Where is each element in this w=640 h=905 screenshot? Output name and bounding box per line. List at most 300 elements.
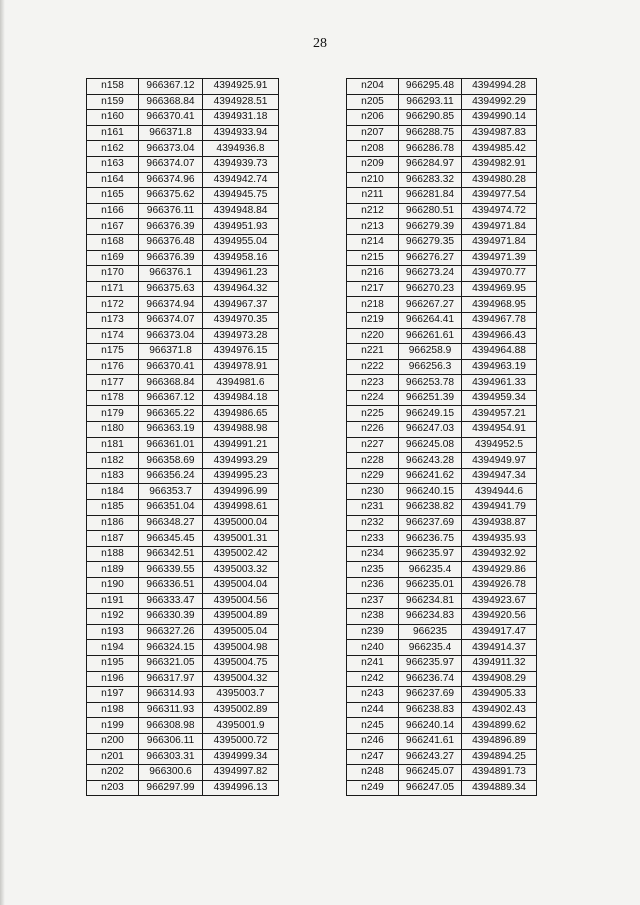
table-row (347, 390, 537, 406)
y-coordinate-cell: 4394896.89 (462, 733, 537, 749)
table-row (347, 671, 537, 687)
x-coordinate-cell: 966363.19 (139, 422, 203, 438)
table-row (347, 733, 537, 749)
y-coordinate-cell: 4395005.04 (203, 624, 279, 640)
x-coordinate-cell: 966371.8 (139, 125, 203, 141)
y-coordinate-cell: 4394889.34 (462, 780, 537, 796)
y-coordinate-cell: 4395000.04 (203, 515, 279, 531)
point-id-cell: n220 (347, 328, 399, 344)
table-row (87, 188, 279, 204)
point-id-cell: n236 (347, 578, 399, 594)
point-id-cell: n235 (347, 562, 399, 578)
table-row (347, 359, 537, 375)
table-row (87, 655, 279, 671)
y-coordinate-cell: 4394963.19 (462, 359, 537, 375)
table-row (87, 297, 279, 313)
table-row (87, 390, 279, 406)
x-coordinate-cell: 966279.35 (399, 234, 462, 250)
table-row (347, 344, 537, 360)
table-row (87, 328, 279, 344)
table-row (87, 172, 279, 188)
point-id-cell: n217 (347, 281, 399, 297)
point-id-cell: n180 (87, 422, 139, 438)
table-row (87, 546, 279, 562)
x-coordinate-cell: 966251.39 (399, 390, 462, 406)
table-row (87, 359, 279, 375)
point-id-cell: n211 (347, 188, 399, 204)
point-id-cell: n240 (347, 640, 399, 656)
table-row (87, 702, 279, 718)
table-row (87, 437, 279, 453)
point-id-cell: n200 (87, 733, 139, 749)
table-row (87, 312, 279, 328)
y-coordinate-cell: 4394980.28 (462, 172, 537, 188)
table-row (347, 749, 537, 765)
y-coordinate-cell: 4394891.73 (462, 765, 537, 781)
x-coordinate-cell: 966317.97 (139, 671, 203, 687)
table-row (347, 406, 537, 422)
x-coordinate-cell: 966245.07 (399, 765, 462, 781)
table-row (87, 344, 279, 360)
point-id-cell: n216 (347, 266, 399, 282)
y-coordinate-cell: 4394949.97 (462, 453, 537, 469)
point-id-cell: n209 (347, 156, 399, 172)
y-coordinate-cell: 4394925.91 (203, 79, 279, 95)
x-coordinate-cell: 966234.81 (399, 593, 462, 609)
point-id-cell: n201 (87, 749, 139, 765)
x-coordinate-cell: 966376.48 (139, 234, 203, 250)
y-coordinate-cell: 4394914.37 (462, 640, 537, 656)
table-row (87, 94, 279, 110)
point-id-cell: n210 (347, 172, 399, 188)
x-coordinate-cell: 966253.78 (399, 375, 462, 391)
point-id-cell: n173 (87, 312, 139, 328)
page-number: 28 (313, 36, 327, 51)
x-coordinate-cell: 966234.83 (399, 609, 462, 625)
y-coordinate-cell: 4395004.32 (203, 671, 279, 687)
y-coordinate-cell: 4394905.33 (462, 687, 537, 703)
point-id-cell: n187 (87, 531, 139, 547)
point-id-cell: n207 (347, 125, 399, 141)
y-coordinate-cell: 4394977.54 (462, 188, 537, 204)
x-coordinate-cell: 966279.39 (399, 219, 462, 235)
y-coordinate-cell: 4394948.84 (203, 203, 279, 219)
y-coordinate-cell: 4394923.67 (462, 593, 537, 609)
table-row (87, 110, 279, 126)
x-coordinate-cell: 966267.27 (399, 297, 462, 313)
table-row (347, 203, 537, 219)
table-row (87, 765, 279, 781)
table-row (347, 188, 537, 204)
point-id-cell: n249 (347, 780, 399, 796)
point-id-cell: n170 (87, 266, 139, 282)
y-coordinate-cell: 4395004.56 (203, 593, 279, 609)
point-id-cell: n227 (347, 437, 399, 453)
table-row (87, 422, 279, 438)
x-coordinate-cell: 966238.82 (399, 500, 462, 516)
x-coordinate-cell: 966237.69 (399, 515, 462, 531)
y-coordinate-cell: 4394933.94 (203, 125, 279, 141)
y-coordinate-cell: 4394961.33 (462, 375, 537, 391)
table-row (347, 297, 537, 313)
table-row (87, 375, 279, 391)
table-row (347, 281, 537, 297)
point-id-cell: n199 (87, 718, 139, 734)
point-id-cell: n158 (87, 79, 139, 95)
point-id-cell: n221 (347, 344, 399, 360)
x-coordinate-cell: 966321.05 (139, 655, 203, 671)
y-coordinate-cell: 4395004.89 (203, 609, 279, 625)
table-row (347, 110, 537, 126)
y-coordinate-cell: 4394917.47 (462, 624, 537, 640)
point-id-cell: n225 (347, 406, 399, 422)
y-coordinate-cell: 4394957.21 (462, 406, 537, 422)
y-coordinate-cell: 4394969.95 (462, 281, 537, 297)
point-id-cell: n242 (347, 671, 399, 687)
y-coordinate-cell: 4394999.34 (203, 749, 279, 765)
y-coordinate-cell: 4394941.79 (462, 500, 537, 516)
y-coordinate-cell: 4394929.86 (462, 562, 537, 578)
table-row (347, 624, 537, 640)
point-id-cell: n169 (87, 250, 139, 266)
y-coordinate-cell: 4394952.5 (462, 437, 537, 453)
table-row (87, 515, 279, 531)
x-coordinate-cell: 966240.14 (399, 718, 462, 734)
point-id-cell: n229 (347, 468, 399, 484)
y-coordinate-cell: 4394938.87 (462, 515, 537, 531)
table-row (87, 234, 279, 250)
y-coordinate-cell: 4394971.84 (462, 234, 537, 250)
x-coordinate-cell: 966264.41 (399, 312, 462, 328)
y-coordinate-cell: 4394988.98 (203, 422, 279, 438)
point-id-cell: n213 (347, 219, 399, 235)
x-coordinate-cell: 966324.15 (139, 640, 203, 656)
y-coordinate-cell: 4394966.43 (462, 328, 537, 344)
y-coordinate-cell: 4394990.14 (462, 110, 537, 126)
point-id-cell: n162 (87, 141, 139, 157)
y-coordinate-cell: 4394958.16 (203, 250, 279, 266)
table-row (347, 780, 537, 796)
point-id-cell: n193 (87, 624, 139, 640)
table-row (347, 437, 537, 453)
point-id-cell: n206 (347, 110, 399, 126)
y-coordinate-cell: 4394955.04 (203, 234, 279, 250)
y-coordinate-cell: 4394996.13 (203, 780, 279, 796)
x-coordinate-cell: 966336.51 (139, 578, 203, 594)
point-id-cell: n164 (87, 172, 139, 188)
x-coordinate-cell: 966330.39 (139, 609, 203, 625)
point-id-cell: n231 (347, 500, 399, 516)
x-coordinate-cell: 966375.63 (139, 281, 203, 297)
y-coordinate-cell: 4395004.04 (203, 578, 279, 594)
x-coordinate-cell: 966293.11 (399, 94, 462, 110)
table-row (87, 141, 279, 157)
x-coordinate-cell: 966314.93 (139, 687, 203, 703)
point-id-cell: n237 (347, 593, 399, 609)
y-coordinate-cell: 4394931.18 (203, 110, 279, 126)
y-coordinate-cell: 4394942.74 (203, 172, 279, 188)
table-row (87, 250, 279, 266)
point-id-cell: n205 (347, 94, 399, 110)
table-row (347, 125, 537, 141)
table-row (87, 453, 279, 469)
x-coordinate-cell: 966235.01 (399, 578, 462, 594)
x-coordinate-cell: 966288.75 (399, 125, 462, 141)
x-coordinate-cell: 966373.04 (139, 328, 203, 344)
point-id-cell: n174 (87, 328, 139, 344)
table-row (347, 578, 537, 594)
table-row (87, 733, 279, 749)
point-id-cell: n214 (347, 234, 399, 250)
point-id-cell: n226 (347, 422, 399, 438)
point-id-cell: n243 (347, 687, 399, 703)
table-row (87, 156, 279, 172)
y-coordinate-cell: 4394978.91 (203, 359, 279, 375)
x-coordinate-cell: 966374.07 (139, 156, 203, 172)
point-id-cell: n246 (347, 733, 399, 749)
y-coordinate-cell: 4394993.29 (203, 453, 279, 469)
table-row (347, 515, 537, 531)
x-coordinate-cell: 966243.28 (399, 453, 462, 469)
table-row (347, 718, 537, 734)
y-coordinate-cell: 4395001.31 (203, 531, 279, 547)
x-coordinate-cell: 966376.11 (139, 203, 203, 219)
table-row (87, 780, 279, 796)
y-coordinate-cell: 4394947.34 (462, 468, 537, 484)
point-id-cell: n230 (347, 484, 399, 500)
table-row (347, 655, 537, 671)
x-coordinate-cell: 966241.61 (399, 733, 462, 749)
table-row (347, 765, 537, 781)
y-coordinate-cell: 4394996.99 (203, 484, 279, 500)
x-coordinate-cell: 966367.12 (139, 79, 203, 95)
x-coordinate-cell: 966284.97 (399, 156, 462, 172)
x-coordinate-cell: 966327.26 (139, 624, 203, 640)
table-row (347, 453, 537, 469)
table-row (87, 578, 279, 594)
point-id-cell: n233 (347, 531, 399, 547)
x-coordinate-cell: 966358.69 (139, 453, 203, 469)
x-coordinate-cell: 966235.4 (399, 640, 462, 656)
x-coordinate-cell: 966375.62 (139, 188, 203, 204)
x-coordinate-cell: 966238.83 (399, 702, 462, 718)
y-coordinate-cell: 4394920.56 (462, 609, 537, 625)
point-id-cell: n182 (87, 453, 139, 469)
table-row (347, 94, 537, 110)
y-coordinate-cell: 4394970.77 (462, 266, 537, 282)
table-row (87, 468, 279, 484)
y-coordinate-cell: 4395003.7 (203, 687, 279, 703)
x-coordinate-cell: 966371.8 (139, 344, 203, 360)
y-coordinate-cell: 4394982.91 (462, 156, 537, 172)
y-coordinate-cell: 4394964.88 (462, 344, 537, 360)
table-row (87, 687, 279, 703)
point-id-cell: n161 (87, 125, 139, 141)
point-id-cell: n194 (87, 640, 139, 656)
point-id-cell: n175 (87, 344, 139, 360)
point-id-cell: n186 (87, 515, 139, 531)
table-row (347, 156, 537, 172)
table-row (347, 562, 537, 578)
y-coordinate-cell: 4394944.6 (462, 484, 537, 500)
table-row (87, 531, 279, 547)
point-id-cell: n219 (347, 312, 399, 328)
point-id-cell: n176 (87, 359, 139, 375)
x-coordinate-cell: 966249.15 (399, 406, 462, 422)
x-coordinate-cell: 966286.78 (399, 141, 462, 157)
table-row (347, 328, 537, 344)
point-id-cell: n234 (347, 546, 399, 562)
y-coordinate-cell: 4394967.37 (203, 297, 279, 313)
point-id-cell: n189 (87, 562, 139, 578)
table-row (87, 562, 279, 578)
y-coordinate-cell: 4394991.21 (203, 437, 279, 453)
x-coordinate-cell: 966308.98 (139, 718, 203, 734)
table-row (347, 468, 537, 484)
coordinates-table-right (346, 78, 537, 796)
point-id-cell: n203 (87, 780, 139, 796)
y-coordinate-cell: 4394926.78 (462, 578, 537, 594)
table-row (87, 749, 279, 765)
table-row (347, 702, 537, 718)
table-row (347, 640, 537, 656)
table-row (87, 219, 279, 235)
y-coordinate-cell: 4395004.98 (203, 640, 279, 656)
table-row (347, 531, 537, 547)
x-coordinate-cell: 966280.51 (399, 203, 462, 219)
point-id-cell: n212 (347, 203, 399, 219)
y-coordinate-cell: 4394961.23 (203, 266, 279, 282)
x-coordinate-cell: 966370.41 (139, 359, 203, 375)
table-row (347, 79, 537, 95)
y-coordinate-cell: 4394902.43 (462, 702, 537, 718)
point-id-cell: n223 (347, 375, 399, 391)
x-coordinate-cell: 966367.12 (139, 390, 203, 406)
table-row (347, 266, 537, 282)
point-id-cell: n197 (87, 687, 139, 703)
table-row (87, 500, 279, 516)
point-id-cell: n172 (87, 297, 139, 313)
point-id-cell: n166 (87, 203, 139, 219)
table-row (87, 593, 279, 609)
x-coordinate-cell: 966311.93 (139, 702, 203, 718)
y-coordinate-cell: 4394998.61 (203, 500, 279, 516)
y-coordinate-cell: 4394967.78 (462, 312, 537, 328)
point-id-cell: n163 (87, 156, 139, 172)
table-row (87, 281, 279, 297)
y-coordinate-cell: 4394992.29 (462, 94, 537, 110)
point-id-cell: n168 (87, 234, 139, 250)
y-coordinate-cell: 4394954.91 (462, 422, 537, 438)
point-id-cell: n159 (87, 94, 139, 110)
x-coordinate-cell: 966290.85 (399, 110, 462, 126)
x-coordinate-cell: 966236.75 (399, 531, 462, 547)
x-coordinate-cell: 966373.04 (139, 141, 203, 157)
y-coordinate-cell: 4395001.9 (203, 718, 279, 734)
table-row (347, 312, 537, 328)
point-id-cell: n204 (347, 79, 399, 95)
y-coordinate-cell: 4394959.34 (462, 390, 537, 406)
point-id-cell: n165 (87, 188, 139, 204)
x-coordinate-cell: 966370.41 (139, 110, 203, 126)
table-row (347, 687, 537, 703)
table-row (347, 484, 537, 500)
table-row (87, 484, 279, 500)
x-coordinate-cell: 966339.55 (139, 562, 203, 578)
y-coordinate-cell: 4395002.42 (203, 546, 279, 562)
x-coordinate-cell: 966376.39 (139, 219, 203, 235)
point-id-cell: n179 (87, 406, 139, 422)
point-id-cell: n228 (347, 453, 399, 469)
table-row (347, 609, 537, 625)
x-coordinate-cell: 966356.24 (139, 468, 203, 484)
x-coordinate-cell: 966303.31 (139, 749, 203, 765)
y-coordinate-cell: 4394968.95 (462, 297, 537, 313)
point-id-cell: n232 (347, 515, 399, 531)
x-coordinate-cell: 966306.11 (139, 733, 203, 749)
x-coordinate-cell: 966236.74 (399, 671, 462, 687)
x-coordinate-cell: 966376.39 (139, 250, 203, 266)
y-coordinate-cell: 4395000.72 (203, 733, 279, 749)
point-id-cell: n238 (347, 609, 399, 625)
table-row (347, 141, 537, 157)
x-coordinate-cell: 966240.15 (399, 484, 462, 500)
table-row (347, 234, 537, 250)
y-coordinate-cell: 4394973.28 (203, 328, 279, 344)
point-id-cell: n177 (87, 375, 139, 391)
point-id-cell: n239 (347, 624, 399, 640)
point-id-cell: n190 (87, 578, 139, 594)
table-body-right (347, 79, 537, 796)
x-coordinate-cell: 966295.48 (399, 79, 462, 95)
point-id-cell: n218 (347, 297, 399, 313)
y-coordinate-cell: 4394987.83 (462, 125, 537, 141)
x-coordinate-cell: 966245.08 (399, 437, 462, 453)
y-coordinate-cell: 4394985.42 (462, 141, 537, 157)
x-coordinate-cell: 966297.99 (139, 780, 203, 796)
x-coordinate-cell: 966241.62 (399, 468, 462, 484)
y-coordinate-cell: 4394994.28 (462, 79, 537, 95)
y-coordinate-cell: 4395003.32 (203, 562, 279, 578)
table-row (87, 609, 279, 625)
y-coordinate-cell: 4394908.29 (462, 671, 537, 687)
table-row (87, 125, 279, 141)
table-row (87, 203, 279, 219)
y-coordinate-cell: 4394970.35 (203, 312, 279, 328)
point-id-cell: n183 (87, 468, 139, 484)
y-coordinate-cell: 4394911.32 (462, 655, 537, 671)
point-id-cell: n178 (87, 390, 139, 406)
table-row (347, 422, 537, 438)
y-coordinate-cell: 4394986.65 (203, 406, 279, 422)
table-row (347, 500, 537, 516)
y-coordinate-cell: 4394894.25 (462, 749, 537, 765)
x-coordinate-cell: 966256.3 (399, 359, 462, 375)
y-coordinate-cell: 4395004.75 (203, 655, 279, 671)
table-row (87, 79, 279, 95)
x-coordinate-cell: 966345.45 (139, 531, 203, 547)
x-coordinate-cell: 966365.22 (139, 406, 203, 422)
table-body-left (87, 79, 279, 796)
y-coordinate-cell: 4394971.39 (462, 250, 537, 266)
y-coordinate-cell: 4394974.72 (462, 203, 537, 219)
scan-edge (0, 0, 5, 905)
x-coordinate-cell: 966243.27 (399, 749, 462, 765)
y-coordinate-cell: 4394964.32 (203, 281, 279, 297)
table-row (347, 219, 537, 235)
table-row (87, 671, 279, 687)
x-coordinate-cell: 966361.01 (139, 437, 203, 453)
